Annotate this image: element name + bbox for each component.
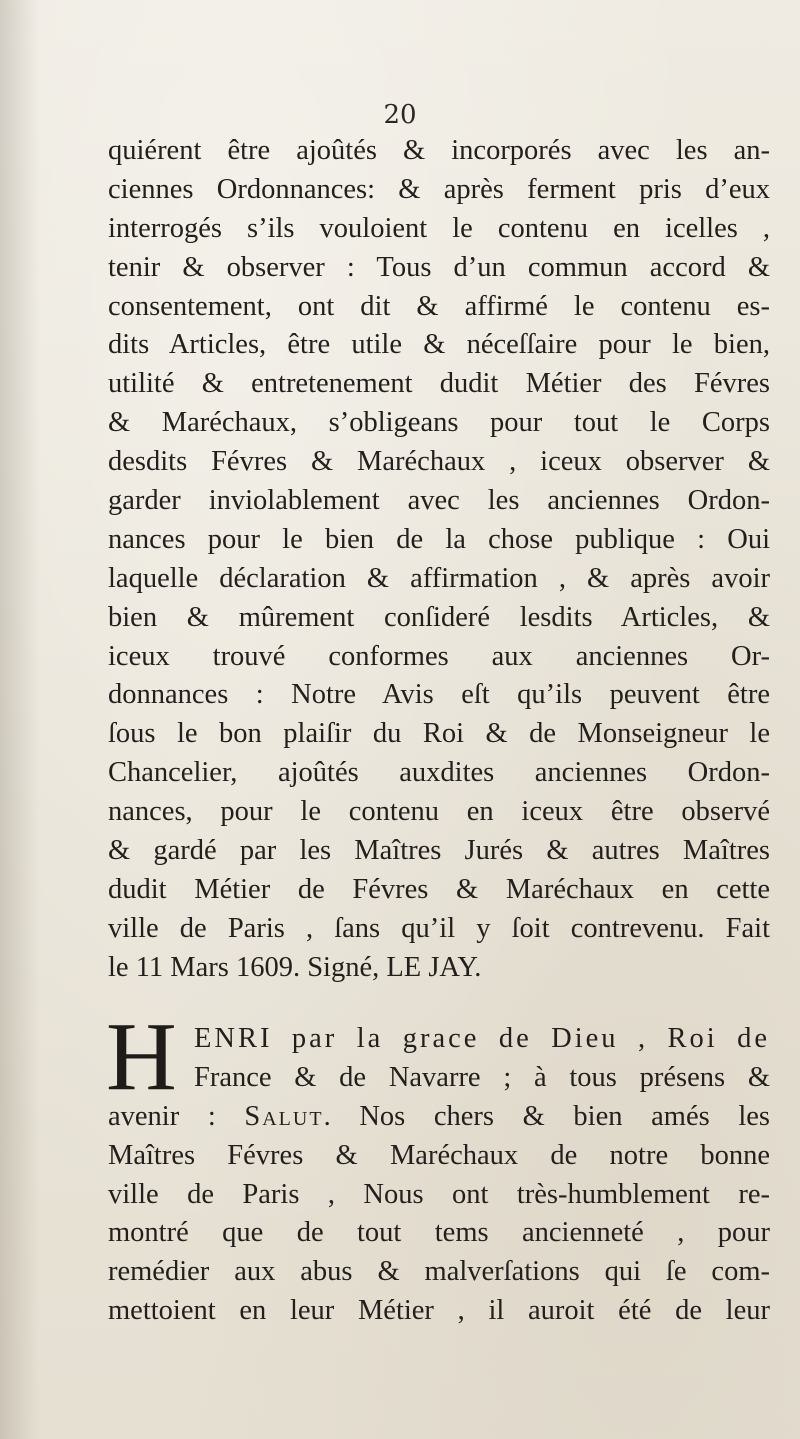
text-line: donnances : Notre Avis eſt qu’ils peuvent être [108,679,770,711]
text-line: Maîtres Févres & Maréchaux de notre bonne [108,1139,770,1171]
text-fragment: avenir : [108,1100,245,1132]
text-line: nances, pour le contenu en iceux être observé [108,796,770,828]
text-line: bien & mûrement conſideré lesdits Articles, & [108,601,770,633]
paragraph-2 [108,1020,770,1331]
text-line: & gardé par les Maîtres Jurés & autres Maîtres [108,835,770,867]
salut-word: Salut [244,1100,324,1132]
text-line-content: ENRI par la grace de Dieu , Roi de [194,1023,770,1054]
text-line: France & de Navarre ; à tous présens & [194,1061,770,1093]
text-line: mettoient en leur Métier , il auroit été de leur [108,1295,770,1327]
text-line: desdits Févres & Maréchaux , iceux observer & [108,446,770,478]
text-line: laquelle déclaration & affirmation , & après avoir [108,562,770,594]
page-number: 20 [383,100,417,130]
text-line: ville de Paris , ſans qu’il y ſoit contrevenu. Fait [108,912,770,944]
text-line: consentement, ont dit & affirmé le contenu es- [108,290,770,322]
text-line [108,1098,770,1137]
text-line: Chancelier, ajoûtés auxdites anciennes Ordon- [108,757,770,789]
drop-cap-initial: H [106,1003,177,1111]
text-line [108,1020,770,1059]
text-fragment: . Nos chers & bien amés les [323,1100,770,1132]
text-line: dudit Métier de Févres & Maréchaux en cette [108,873,770,905]
text-line-signature: le 11 Mars 1609. Signé, LE JAY. [108,951,482,983]
text-line: iceux trouvé conformes aux anciennes Or- [108,640,770,672]
text-line: ville de Paris , Nous ont très-humblement re- [108,1178,770,1210]
text-line: remédier aux abus & malverſations qui ſe com- [108,1256,770,1288]
text-line: ſous le bon plaiſir du Roi & de Monseigneur le [108,718,770,750]
text-line: dits Articles, être utile & néceſſaire pour le bien, [108,329,770,361]
text-line: montré que de tout tems ancienneté , pour [108,1217,770,1249]
text-line: interrogés s’ils vouloient le contenu en icelles , [108,212,770,244]
text-line: tenir & observer : Tous d’un commun accord & [108,251,770,283]
text-line: garder inviolablement avec les anciennes Ordon- [108,485,770,517]
paragraph-1 [108,132,770,988]
text-line: utilité & entretenement dudit Métier des Févres [108,368,770,400]
text-line: & Maréchaux, s’obligeans pour tout le Corps [108,407,770,439]
text-line: ciennes Ordonnances: & après ferment pris d’eux [108,173,770,205]
text-line: quiérent être ajoûtés & incorporés avec les an- [108,135,770,166]
page-gutter-shadow [0,0,40,1439]
text-line: nances pour le bien de la chose publique : Oui [108,523,770,555]
